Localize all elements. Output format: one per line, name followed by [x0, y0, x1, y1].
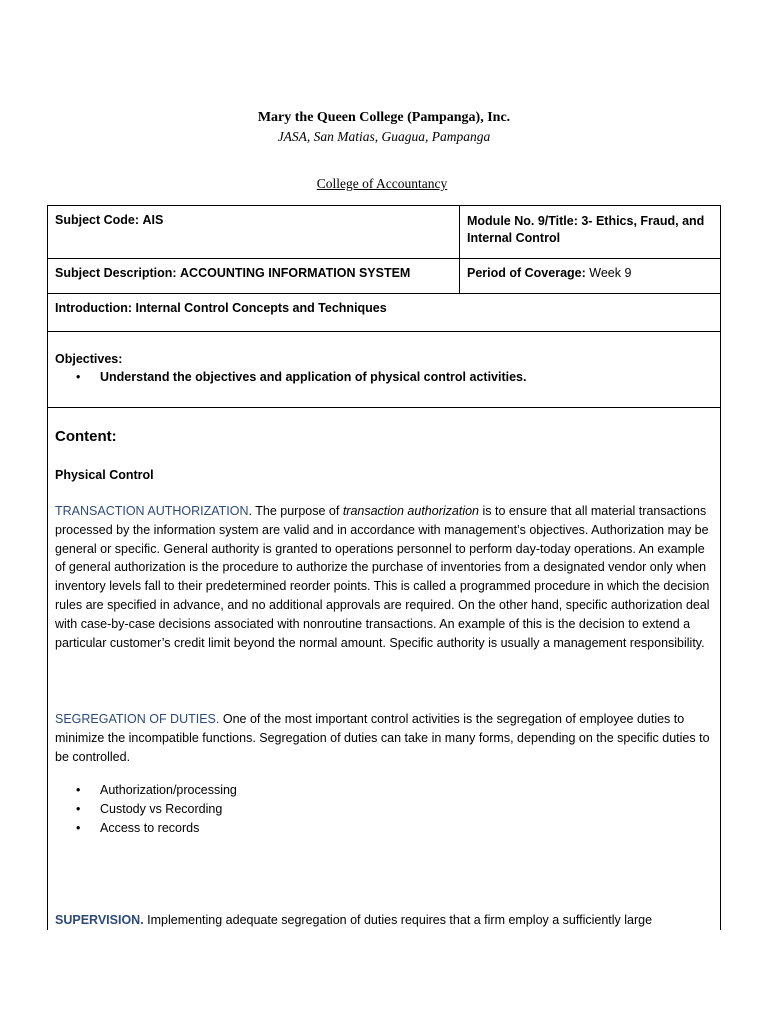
list-item-text: Authorization/processing — [100, 783, 237, 797]
school-name: Mary the Queen College (Pampanga), Inc. — [257, 110, 511, 125]
objectives-cell — [48, 332, 720, 407]
paragraph-heading: SUPERVISION. — [55, 913, 144, 927]
subject-code-value: AIS — [142, 213, 164, 227]
objective-text: Understand the objectives and application of physical control activities. — [100, 370, 527, 384]
table-row — [48, 332, 720, 408]
bullet-icon: • — [76, 821, 81, 835]
list-item-text: Custody vs Recording — [100, 802, 223, 816]
segregation-paragraph — [55, 710, 715, 766]
paragraph-heading: TRANSACTION AUTHORIZATION — [55, 504, 249, 518]
subject-code-label: Subject Code: — [55, 213, 140, 227]
period-value: Week 9 — [589, 266, 632, 280]
content-section — [48, 408, 720, 930]
paragraph-text: One of the most important control activities is the segregation of employee duties to minimize the incompatible functions. Segregation of duties can take in many forms, depending on the specific duties to be controlled. — [55, 712, 710, 764]
objectives-title: Objectives: — [55, 352, 123, 366]
list-item-text: Access to records — [100, 821, 200, 835]
paragraph-text: is to ensure that all material transactions processed by the information system are valid and in accordance with management’s objectives. Authorization may be general or specific. General authority is granted to operations personnel to perform day-today operations. An example of general authorization is the procedure to authorize the purchase of inventories from a designated vendor only when inventory levels fall to their predetermined reorder points. This is called a programmed procedure in which the decision rules are specified in advance, and no additional approvals are required. On the other hand, specific authorization deal with case-by-case decisions associated with nonroutine transactions. An example of this is the decision to extend a particular customer’s credit limit beyond the normal amount. Specific authority is usually a management responsibility. — [55, 504, 710, 650]
subject-code-cell — [48, 206, 460, 258]
period-label: Period of Coverage: — [467, 266, 586, 280]
bullet-icon: • — [76, 783, 81, 797]
introduction-cell — [48, 294, 720, 331]
bullet-icon: • — [76, 802, 81, 816]
college-name-text: College of Accountancy — [316, 176, 448, 191]
period-cell — [460, 259, 720, 293]
school-address: JASA, San Matias, Guagua, Pampanga — [277, 129, 491, 144]
content-subheading: Physical Control — [55, 468, 154, 482]
paragraph-italic: transaction authorization — [342, 504, 480, 518]
module-table — [47, 205, 721, 930]
college-name — [0, 176, 768, 192]
module-title-cell — [460, 206, 720, 258]
paragraph-text: . The purpose of — [248, 504, 343, 518]
table-row — [48, 206, 720, 259]
introduction: Introduction: Internal Control Concepts and Techniques — [55, 301, 387, 315]
module-title: Module No. 9/Title: 3- Ethics, Fraud, and Internal Control — [467, 214, 705, 245]
table-row — [48, 294, 720, 332]
table-row — [48, 259, 720, 294]
paragraph-heading: SEGREGATION OF DUTIES. — [55, 712, 220, 726]
subject-desc-label: Subject Description: — [55, 266, 177, 280]
supervision-paragraph — [55, 911, 715, 930]
transaction-authorization-paragraph — [55, 502, 715, 652]
subject-desc-value: ACCOUNTING INFORMATION SYSTEM — [180, 266, 411, 280]
bullet-icon: • — [76, 370, 81, 384]
paragraph-text: Implementing adequate segregation of duties requires that a firm employ a sufficiently large — [143, 913, 653, 927]
subject-desc-cell — [48, 259, 460, 293]
content-heading: Content: — [55, 428, 117, 445]
